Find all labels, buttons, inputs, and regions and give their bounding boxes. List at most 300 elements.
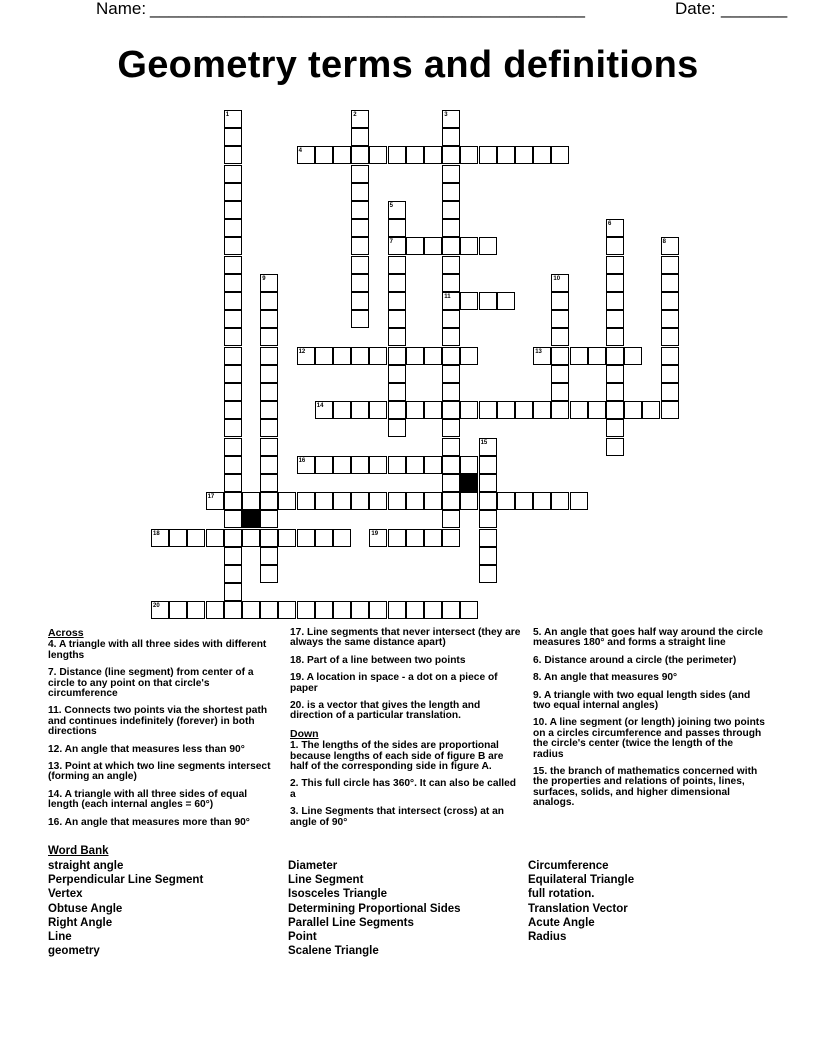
grid-cell[interactable]: [460, 456, 478, 474]
across-clue: 16. An angle that measures more than 90°: [48, 816, 250, 828]
grid-cell[interactable]: [406, 347, 424, 365]
grid-cell[interactable]: [224, 110, 242, 128]
grid-cell[interactable]: [442, 510, 460, 528]
grid-cell[interactable]: [388, 401, 406, 419]
across-clue: 18. Part of a line between two points: [290, 654, 466, 666]
grid-cell[interactable]: [351, 401, 369, 419]
grid-cell[interactable]: [479, 438, 497, 456]
grid-cell[interactable]: [315, 347, 333, 365]
clue-number: 15: [480, 439, 488, 446]
grid-cell[interactable]: [661, 383, 679, 401]
grid-cell[interactable]: [442, 474, 460, 492]
grid-cell[interactable]: [606, 347, 624, 365]
grid-cell[interactable]: [224, 383, 242, 401]
grid-cell[interactable]: [624, 347, 642, 365]
grid-cell[interactable]: [460, 347, 478, 365]
grid-cell[interactable]: [515, 146, 533, 164]
grid-cell[interactable]: [224, 328, 242, 346]
grid-cell[interactable]: [624, 401, 642, 419]
grid-cell[interactable]: [442, 256, 460, 274]
grid-cell[interactable]: [460, 601, 478, 619]
grid-cell[interactable]: [606, 256, 624, 274]
grid-cell[interactable]: [297, 456, 315, 474]
grid-cell[interactable]: [661, 347, 679, 365]
grid-cell[interactable]: [351, 110, 369, 128]
grid-cell[interactable]: [224, 438, 242, 456]
grid-cell[interactable]: [351, 128, 369, 146]
grid-cell[interactable]: [661, 256, 679, 274]
across-clue: 14. A triangle with all three sides of equal length (each internal angles = 60°): [48, 788, 248, 811]
grid-cell[interactable]: [606, 310, 624, 328]
grid-cell[interactable]: [551, 292, 569, 310]
grid-cell[interactable]: [224, 365, 242, 383]
grid-cell[interactable]: [315, 401, 333, 419]
grid-cell[interactable]: [551, 365, 569, 383]
grid-cell[interactable]: [533, 401, 551, 419]
across-clue: 17. Line segments that never intersect (they are always the same distance apart): [290, 627, 521, 649]
across-clue: 20. is a vector that gives the length and direction of a particular translation.: [290, 700, 481, 722]
word-bank-item: Determining Proportional Sides: [288, 902, 461, 915]
grid-cell[interactable]: [606, 383, 624, 401]
grid-cell[interactable]: [351, 237, 369, 255]
word-bank-item: full rotation.: [528, 888, 595, 901]
grid-cell[interactable]: [497, 146, 515, 164]
grid-cell[interactable]: [497, 401, 515, 419]
grid-cell[interactable]: [661, 401, 679, 419]
grid-cell[interactable]: [424, 401, 442, 419]
black-square: [242, 510, 260, 528]
word-bank-item: straight angle: [48, 860, 124, 872]
grid-cell[interactable]: [315, 492, 333, 510]
grid-cell[interactable]: [642, 401, 660, 419]
across-clue: 12. An angle that measures less than 90°: [48, 743, 245, 755]
grid-cell[interactable]: [224, 165, 242, 183]
grid-cell[interactable]: [169, 529, 187, 547]
grid-cell[interactable]: [661, 310, 679, 328]
grid-cell[interactable]: [333, 456, 351, 474]
grid-cell[interactable]: [351, 201, 369, 219]
grid-cell[interactable]: [551, 146, 569, 164]
clue-number: 12: [298, 348, 306, 355]
grid-cell[interactable]: [442, 419, 460, 437]
down-clue: 3. Line Segments that intersect (cross) at an angle of 90°: [290, 806, 504, 828]
grid-cell[interactable]: [333, 146, 351, 164]
grid-cell[interactable]: [442, 219, 460, 237]
grid-cell[interactable]: [497, 292, 515, 310]
grid-cell[interactable]: [479, 529, 497, 547]
grid-cell[interactable]: [406, 237, 424, 255]
grid-cell[interactable]: [369, 347, 387, 365]
grid-cell[interactable]: [388, 456, 406, 474]
grid-cell[interactable]: [351, 256, 369, 274]
grid-cell[interactable]: [551, 492, 569, 510]
grid-cell[interactable]: [606, 328, 624, 346]
down-clue: 5. An angle that goes half way around the circle measures 180° and forms a straight line: [533, 627, 764, 649]
grid-cell[interactable]: [606, 237, 624, 255]
word-bank-item: Diameter: [288, 860, 338, 872]
grid-cell[interactable]: [351, 146, 369, 164]
grid-cell[interactable]: [406, 456, 424, 474]
grid-cell[interactable]: [351, 165, 369, 183]
grid-cell[interactable]: [442, 492, 460, 510]
word-bank-item: Obtuse Angle: [48, 902, 123, 915]
grid-cell[interactable]: [460, 401, 478, 419]
grid-cell[interactable]: [260, 601, 278, 619]
grid-cell[interactable]: [479, 474, 497, 492]
grid-cell[interactable]: [406, 146, 424, 164]
grid-cell[interactable]: [260, 347, 278, 365]
grid-cell[interactable]: [479, 292, 497, 310]
grid-cell[interactable]: [224, 529, 242, 547]
grid-cell[interactable]: [187, 601, 205, 619]
grid-cell[interactable]: [442, 128, 460, 146]
grid-cell[interactable]: [206, 601, 224, 619]
word-bank-item: Scalene Triangle: [288, 945, 379, 958]
grid-cell[interactable]: [388, 237, 406, 255]
grid-cell[interactable]: [224, 219, 242, 237]
grid-cell[interactable]: [369, 529, 387, 547]
grid-cell[interactable]: [388, 601, 406, 619]
grid-cell[interactable]: [570, 347, 588, 365]
grid-cell[interactable]: [661, 328, 679, 346]
grid-cell[interactable]: [260, 474, 278, 492]
grid-cell[interactable]: [224, 347, 242, 365]
grid-cell[interactable]: [260, 510, 278, 528]
grid-cell[interactable]: [151, 601, 169, 619]
grid-cell[interactable]: [442, 365, 460, 383]
grid-cell[interactable]: [351, 219, 369, 237]
grid-cell[interactable]: [442, 328, 460, 346]
grid-cell[interactable]: [388, 365, 406, 383]
grid-cell[interactable]: [388, 347, 406, 365]
grid-cell[interactable]: [388, 529, 406, 547]
grid-cell[interactable]: [333, 401, 351, 419]
grid-cell[interactable]: [606, 219, 624, 237]
grid-cell[interactable]: [224, 256, 242, 274]
grid-cell[interactable]: [260, 328, 278, 346]
black-square: [460, 474, 478, 492]
grid-cell[interactable]: [224, 456, 242, 474]
grid-cell[interactable]: [297, 529, 315, 547]
grid-cell[interactable]: [242, 601, 260, 619]
across-clue: 11. Connects two points via the shortest path and continues indefinitely (forever) in both directions: [48, 705, 268, 738]
grid-cell[interactable]: [442, 201, 460, 219]
clue-number: 3: [444, 112, 448, 118]
grid-cell[interactable]: [406, 492, 424, 510]
word-bank-item: Line: [48, 931, 72, 944]
grid-cell[interactable]: [442, 383, 460, 401]
grid-cell[interactable]: [551, 347, 569, 365]
grid-cell[interactable]: [224, 565, 242, 583]
down-heading: Down: [290, 727, 319, 740]
word-bank-item: geometry: [48, 945, 100, 958]
grid-cell[interactable]: [224, 492, 242, 510]
grid-cell[interactable]: [424, 601, 442, 619]
grid-cell[interactable]: [224, 510, 242, 528]
grid-cell[interactable]: [260, 365, 278, 383]
grid-cell[interactable]: [224, 183, 242, 201]
name-label: Name:: [96, 0, 147, 18]
grid-cell[interactable]: [442, 237, 460, 255]
grid-cell[interactable]: [260, 274, 278, 292]
grid-cell[interactable]: [224, 201, 242, 219]
grid-cell[interactable]: [297, 492, 315, 510]
grid-cell[interactable]: [661, 365, 679, 383]
word-bank-item: Perpendicular Line Segment: [48, 874, 204, 887]
down-clue: 1. The lengths of the sides are proportional because lengths of each side of figure B are half of the corresponding side in figure A.: [290, 740, 504, 773]
grid-cell[interactable]: [588, 401, 606, 419]
grid-cell[interactable]: [406, 401, 424, 419]
grid-cell[interactable]: [388, 328, 406, 346]
grid-cell[interactable]: [351, 292, 369, 310]
grid-cell[interactable]: [315, 601, 333, 619]
clue-number: 11: [444, 294, 451, 300]
grid-cell[interactable]: [224, 292, 242, 310]
clue-number: 4: [298, 148, 302, 155]
grid-cell[interactable]: [515, 401, 533, 419]
grid-cell[interactable]: [661, 274, 679, 292]
grid-cell[interactable]: [206, 492, 224, 510]
clue-number: 1: [225, 112, 230, 118]
grid-cell[interactable]: [224, 474, 242, 492]
grid-cell[interactable]: [479, 565, 497, 583]
word-bank-item: Translation Vector: [528, 902, 628, 915]
clue-number: 6: [608, 221, 612, 228]
grid-cell[interactable]: [260, 401, 278, 419]
grid-cell[interactable]: [479, 237, 497, 255]
grid-cell[interactable]: [260, 383, 278, 401]
grid-cell[interactable]: [442, 601, 460, 619]
grid-cell[interactable]: [369, 401, 387, 419]
word-bank-item: Parallel Line Segments: [288, 916, 414, 929]
grid-cell[interactable]: [460, 292, 478, 310]
grid-cell[interactable]: [297, 601, 315, 619]
grid-cell[interactable]: [369, 456, 387, 474]
grid-cell[interactable]: [570, 401, 588, 419]
grid-cell[interactable]: [315, 529, 333, 547]
grid-cell[interactable]: [424, 529, 442, 547]
grid-cell[interactable]: [606, 438, 624, 456]
grid-cell[interactable]: [442, 438, 460, 456]
grid-cell[interactable]: [224, 146, 242, 164]
clue-number: 10: [553, 275, 561, 282]
grid-cell[interactable]: [533, 492, 551, 510]
word-bank-item: Right Angle: [48, 916, 113, 929]
grid-cell[interactable]: [224, 547, 242, 565]
grid-cell[interactable]: [351, 274, 369, 292]
grid-cell[interactable]: [442, 292, 460, 310]
grid-cell[interactable]: [424, 347, 442, 365]
clue-number: 9: [262, 275, 266, 282]
grid-cell[interactable]: [224, 128, 242, 146]
grid-cell[interactable]: [224, 310, 242, 328]
word-bank: [48, 845, 788, 958]
grid-cell[interactable]: [515, 492, 533, 510]
grid-cell[interactable]: [442, 310, 460, 328]
grid-cell[interactable]: [369, 601, 387, 619]
grid-cell[interactable]: [442, 456, 460, 474]
grid-cell[interactable]: [588, 347, 606, 365]
grid-cell[interactable]: [224, 583, 242, 601]
grid-cell[interactable]: [206, 529, 224, 547]
grid-cell[interactable]: [260, 456, 278, 474]
grid-cell[interactable]: [351, 601, 369, 619]
grid-cell[interactable]: [333, 601, 351, 619]
grid-cell[interactable]: [442, 274, 460, 292]
grid-cell[interactable]: [260, 419, 278, 437]
grid-cell[interactable]: [533, 347, 551, 365]
grid-cell[interactable]: [661, 237, 679, 255]
grid-cell[interactable]: [479, 401, 497, 419]
word-bank-item: Line Segment: [288, 874, 364, 887]
clues-column-3: [533, 628, 765, 816]
grid-cell[interactable]: [424, 492, 442, 510]
word-bank-item: Circumference: [528, 860, 609, 872]
grid-cell[interactable]: [388, 146, 406, 164]
across-clue: 13. Point at which two line segments intersect (forming an angle): [48, 761, 271, 783]
grid-cell[interactable]: [260, 547, 278, 565]
grid-cell[interactable]: [260, 529, 278, 547]
grid-cell[interactable]: [551, 383, 569, 401]
grid-cell[interactable]: [388, 492, 406, 510]
grid-cell[interactable]: [460, 492, 478, 510]
grid-cell[interactable]: [533, 146, 551, 164]
grid-cell[interactable]: [551, 328, 569, 346]
down-clue: 9. A triangle with two equal length sides (and two equal internal angles): [533, 689, 751, 712]
grid-cell[interactable]: [442, 347, 460, 365]
grid-cell[interactable]: [406, 601, 424, 619]
grid-cell[interactable]: [479, 146, 497, 164]
grid-cell[interactable]: [388, 310, 406, 328]
grid-cell[interactable]: [442, 165, 460, 183]
grid-cell[interactable]: [169, 601, 187, 619]
clue-number: 5: [389, 203, 393, 209]
grid-cell[interactable]: [424, 146, 442, 164]
grid-cell[interactable]: [315, 456, 333, 474]
grid-cell[interactable]: [388, 201, 406, 219]
grid-cell[interactable]: [606, 365, 624, 383]
down-clue: 10. A line segment (or length) joining two points on a circles circumference and passes through the circle's center (twice the length of the radius: [533, 717, 765, 760]
word-bank-item: Isosceles Triangle: [288, 888, 388, 901]
grid-cell[interactable]: [278, 601, 296, 619]
down-clue: 2. This full circle has 360°. It can also be called a: [290, 778, 517, 800]
word-bank-item: Radius: [528, 931, 567, 944]
date-field[interactable]: _______: [721, 0, 788, 18]
grid-cell[interactable]: [424, 237, 442, 255]
grid-cell[interactable]: [260, 292, 278, 310]
grid-cell[interactable]: [333, 492, 351, 510]
grid-cell[interactable]: [151, 529, 169, 547]
grid-cell[interactable]: [442, 110, 460, 128]
grid-cell[interactable]: [551, 310, 569, 328]
clue-number: 14: [316, 403, 324, 410]
clues-column-2: [290, 628, 522, 835]
grid-cell[interactable]: [479, 510, 497, 528]
grid-cell[interactable]: [442, 146, 460, 164]
grid-cell[interactable]: [242, 529, 260, 547]
across-clue: 7. Distance (line segment) from center of a circle to any point on that circle's circumference: [48, 667, 254, 700]
grid-cell[interactable]: [479, 456, 497, 474]
grid-cell[interactable]: [260, 492, 278, 510]
clue-number: 19: [371, 530, 379, 537]
grid-cell[interactable]: [224, 601, 242, 619]
grid-cell[interactable]: [369, 146, 387, 164]
down-clue: 8. An angle that measures 90°: [533, 672, 678, 684]
grid-cell[interactable]: [388, 274, 406, 292]
grid-cell[interactable]: [351, 456, 369, 474]
grid-cell[interactable]: [351, 183, 369, 201]
grid-cell[interactable]: [424, 456, 442, 474]
grid-cell[interactable]: [551, 274, 569, 292]
grid-cell[interactable]: [315, 146, 333, 164]
grid-cell[interactable]: [278, 529, 296, 547]
across-heading: Across: [48, 627, 84, 639]
grid-cell[interactable]: [242, 492, 260, 510]
grid-cell[interactable]: [442, 401, 460, 419]
grid-cell[interactable]: [497, 492, 515, 510]
clue-number: 13: [535, 348, 542, 355]
word-bank-item: Vertex: [48, 888, 83, 901]
grid-cell[interactable]: [333, 529, 351, 547]
grid-cell[interactable]: [260, 310, 278, 328]
grid-cell[interactable]: [442, 183, 460, 201]
clue-number: 16: [298, 457, 306, 464]
grid-cell[interactable]: [406, 529, 424, 547]
grid-cell[interactable]: [333, 347, 351, 365]
grid-cell[interactable]: [606, 419, 624, 437]
grid-cell[interactable]: [388, 383, 406, 401]
grid-cell[interactable]: [479, 547, 497, 565]
grid-cell[interactable]: [570, 492, 588, 510]
grid-cell[interactable]: [606, 401, 624, 419]
grid-cell[interactable]: [297, 347, 315, 365]
grid-cell[interactable]: [479, 492, 497, 510]
name-field[interactable]: ______________________________________________: [150, 0, 585, 18]
grid-cell[interactable]: [442, 529, 460, 547]
grid-cell[interactable]: [224, 237, 242, 255]
across-clue: 4. A triangle with all three sides with different lengths: [48, 639, 267, 661]
clue-number: 20: [153, 603, 160, 610]
grid-cell[interactable]: [460, 237, 478, 255]
grid-cell[interactable]: [260, 565, 278, 583]
grid-cell[interactable]: [297, 146, 315, 164]
grid-cell[interactable]: [187, 529, 205, 547]
grid-cell[interactable]: [351, 310, 369, 328]
grid-cell[interactable]: [606, 292, 624, 310]
grid-cell[interactable]: [351, 347, 369, 365]
grid-cell[interactable]: [224, 274, 242, 292]
grid-cell[interactable]: [388, 256, 406, 274]
grid-cell[interactable]: [260, 438, 278, 456]
grid-cell[interactable]: [224, 401, 242, 419]
grid-cell[interactable]: [388, 292, 406, 310]
grid-cell[interactable]: [369, 492, 387, 510]
word-bank-item: Acute Angle: [528, 916, 595, 929]
grid-cell[interactable]: [278, 492, 296, 510]
across-clue: 19. A location in space - a dot on a piece of paper: [290, 672, 498, 694]
down-clue: 6. Distance around a circle (the perimeter): [533, 654, 737, 666]
word-bank-heading: Word Bank: [48, 845, 109, 857]
grid-cell[interactable]: [606, 274, 624, 292]
grid-cell[interactable]: [551, 401, 569, 419]
grid-cell[interactable]: [388, 219, 406, 237]
grid-cell[interactable]: [460, 146, 478, 164]
grid-cell[interactable]: [224, 419, 242, 437]
down-clue: 15. the branch of mathematics concerned with the properties and relations of points, lines, surfaces, solids, and higher dimensional analogs.: [533, 766, 758, 809]
grid-cell[interactable]: [661, 292, 679, 310]
grid-cell[interactable]: [351, 492, 369, 510]
grid-cell[interactable]: [388, 419, 406, 437]
